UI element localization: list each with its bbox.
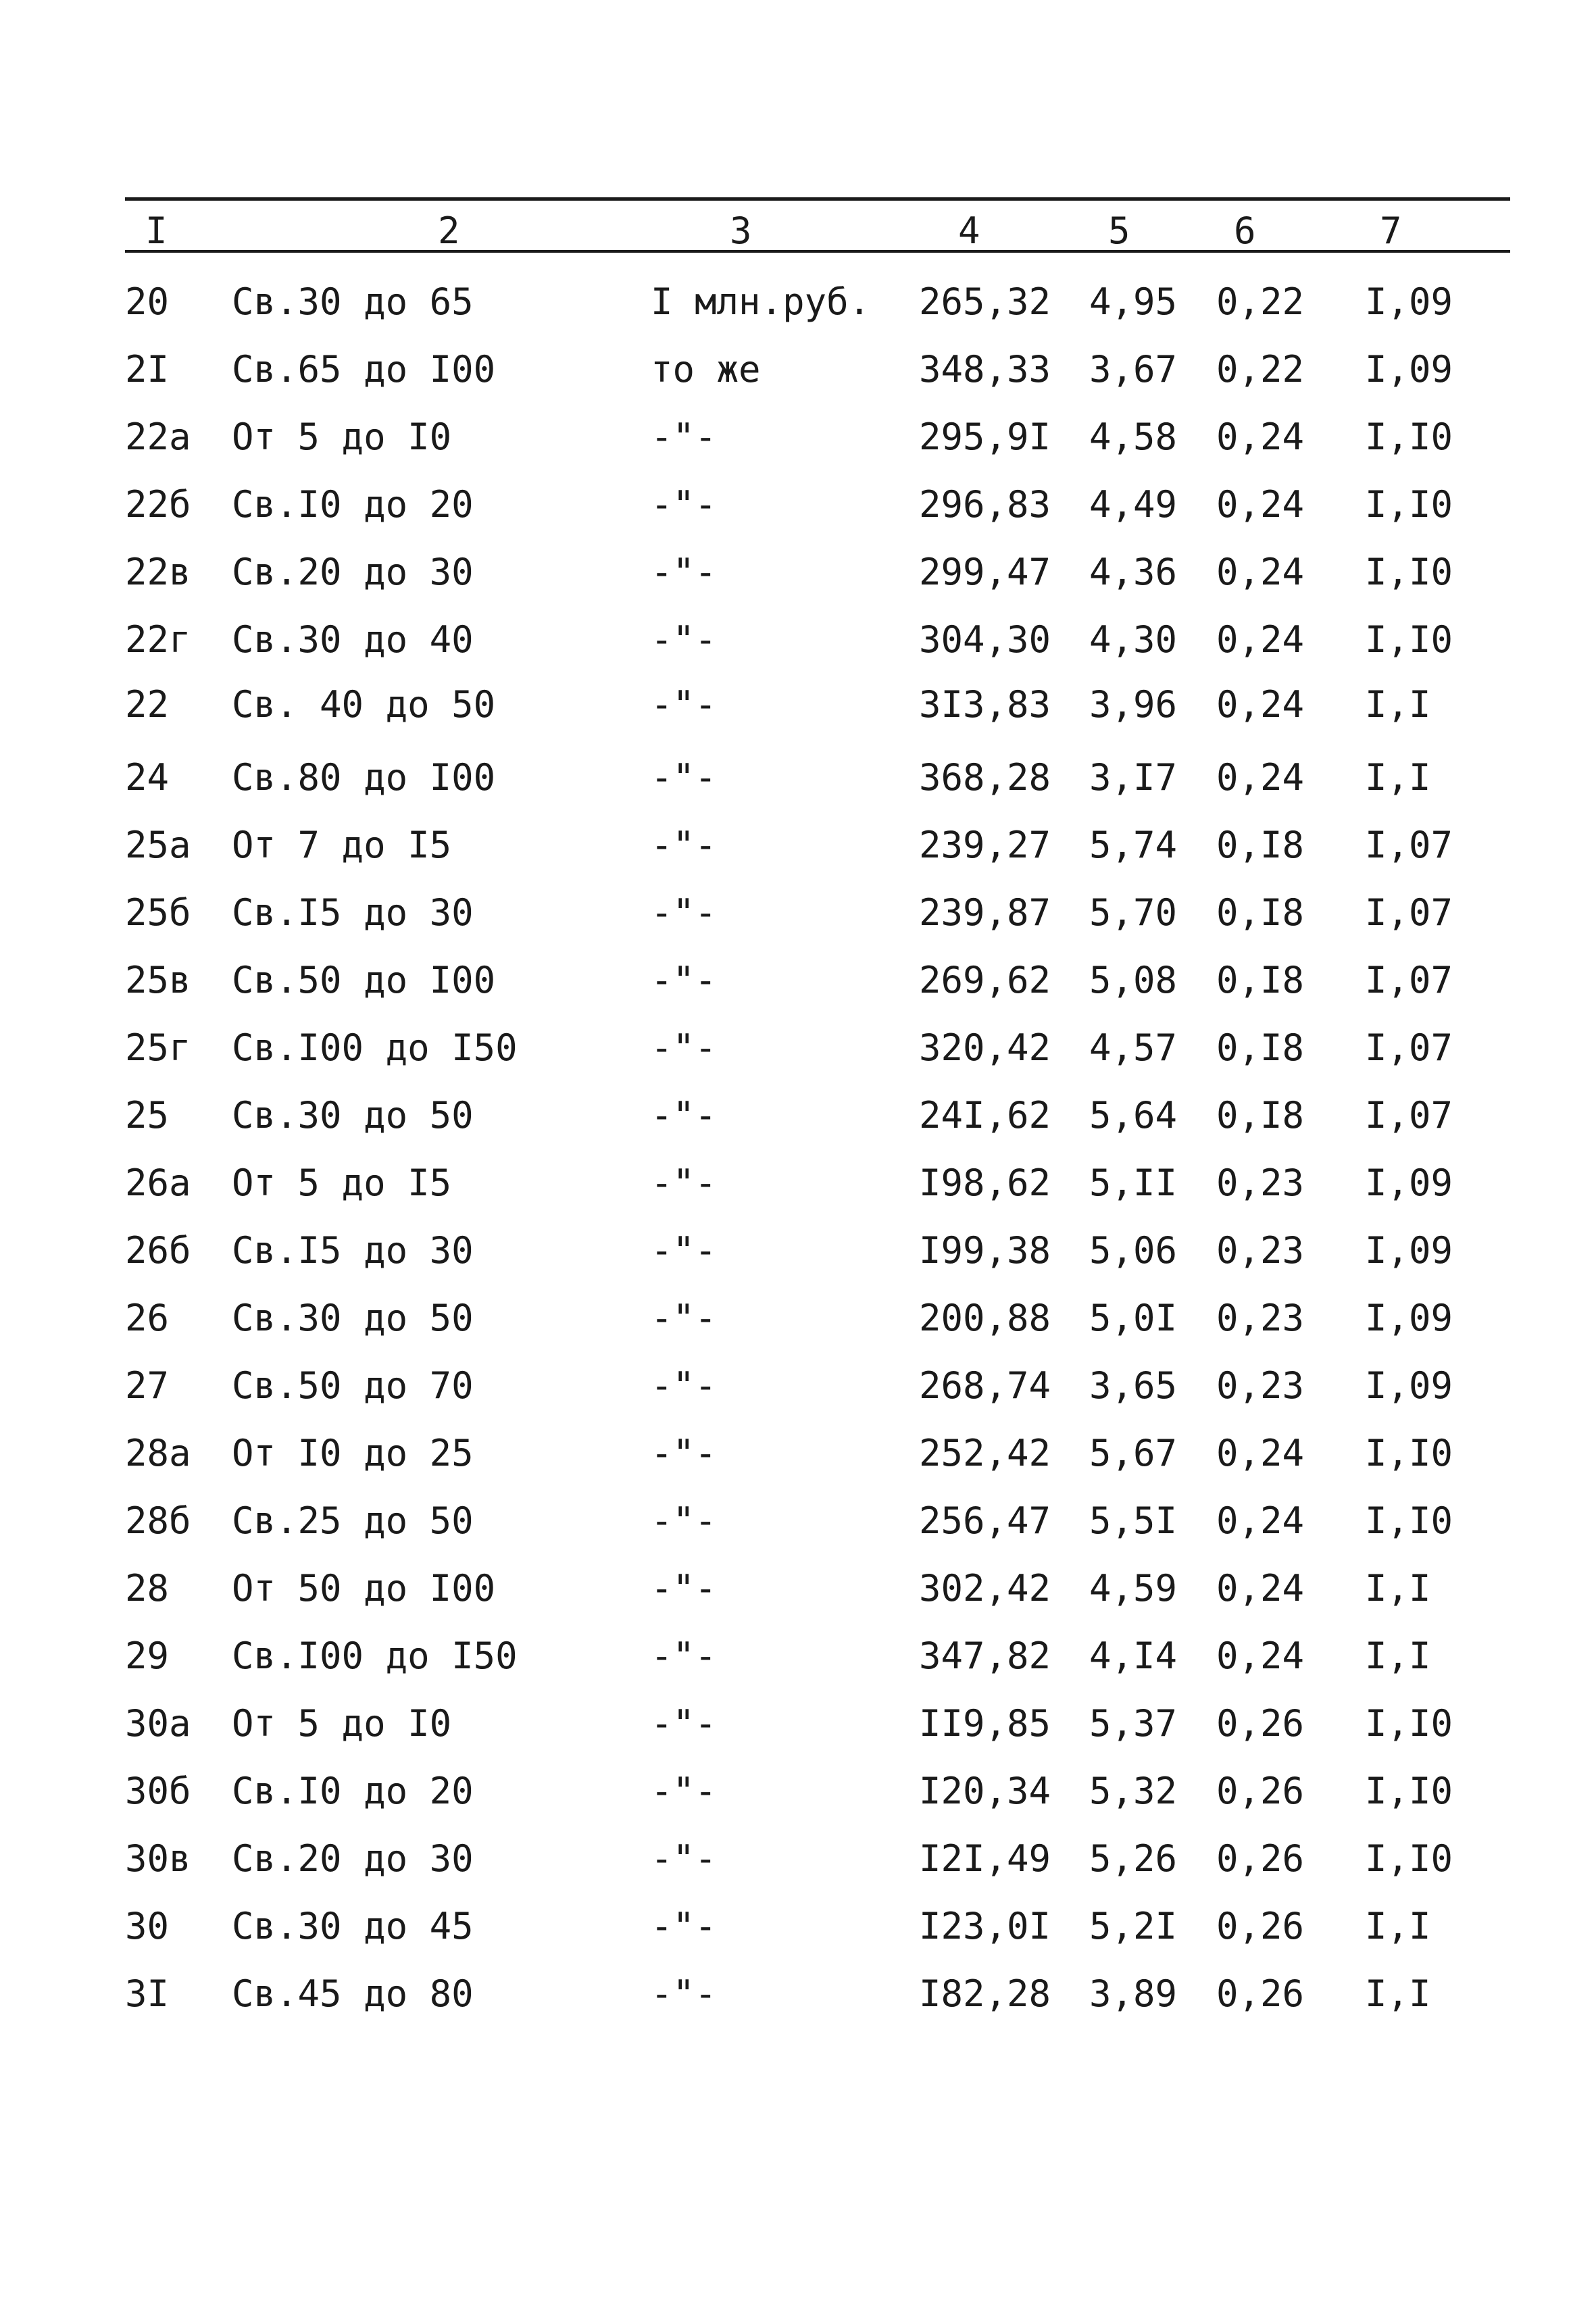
table-row — [0, 1700, 1596, 1747]
cell-value-5: 4,57 — [1089, 1026, 1178, 1069]
table-row — [0, 1092, 1596, 1139]
cell-value-5: 4,59 — [1089, 1567, 1178, 1610]
table-row — [0, 822, 1596, 869]
cell-value-6: 0,22 — [1216, 348, 1305, 391]
cell-value-6: 0,I8 — [1216, 959, 1305, 1001]
cell-value-4: 299,47 — [919, 551, 1051, 593]
cell-unit: I млн.руб. — [651, 280, 871, 323]
cell-unit: -"- — [651, 1026, 717, 1069]
table-row — [0, 1430, 1596, 1477]
cell-unit: -"- — [651, 824, 717, 866]
cell-value-6: 0,23 — [1216, 1297, 1305, 1339]
cell-row-number: 25в — [125, 959, 191, 1001]
cell-value-5: 5,II — [1089, 1162, 1178, 1204]
cell-row-number: 22в — [125, 551, 191, 593]
cell-range: Св.80 до I00 — [232, 756, 496, 799]
table-header-row — [0, 207, 1596, 255]
cell-range: Св.I0 до 20 — [232, 1770, 474, 1812]
cell-value-7: I,I — [1365, 1972, 1431, 2015]
cell-range: От 7 до I5 — [232, 824, 452, 866]
cell-unit: -"- — [651, 416, 717, 458]
cell-value-5: 3,89 — [1089, 1972, 1178, 2015]
cell-row-number: 22а — [125, 416, 191, 458]
cell-value-7: I,I0 — [1365, 1770, 1453, 1812]
cell-unit: -"- — [651, 1972, 717, 2015]
cell-value-7: I,I — [1365, 756, 1431, 799]
cell-range: Св. 40 до 50 — [232, 683, 496, 726]
cell-unit: -"- — [651, 1364, 717, 1407]
cell-row-number: 28б — [125, 1499, 191, 1542]
cell-value-4: 256,47 — [919, 1499, 1051, 1542]
cell-value-5: 5,2I — [1089, 1905, 1178, 1947]
cell-row-number: 22г — [125, 618, 191, 661]
cell-value-7: I,09 — [1365, 348, 1453, 391]
cell-value-7: I,I0 — [1365, 416, 1453, 458]
table-top-rule — [125, 197, 1510, 201]
cell-value-5: 5,74 — [1089, 824, 1178, 866]
cell-value-6: 0,22 — [1216, 280, 1305, 323]
cell-value-5: 4,36 — [1089, 551, 1178, 593]
cell-value-4: 302,42 — [919, 1567, 1051, 1610]
cell-value-7: I,I0 — [1365, 551, 1453, 593]
cell-range: Св.I5 до 30 — [232, 891, 474, 934]
cell-range: Св.I00 до I50 — [232, 1026, 518, 1069]
cell-row-number: 24 — [125, 756, 170, 799]
cell-range: Св.20 до 30 — [232, 1837, 474, 1880]
table-row — [0, 1565, 1596, 1612]
cell-range: От 5 до I0 — [232, 1702, 452, 1745]
cell-range: Св.I5 до 30 — [232, 1229, 474, 1272]
cell-row-number: 2I — [125, 348, 170, 391]
cell-value-4: 239,27 — [919, 824, 1051, 866]
cell-value-6: 0,I8 — [1216, 891, 1305, 934]
cell-row-number: 22б — [125, 483, 191, 526]
cell-row-number: 28а — [125, 1432, 191, 1474]
cell-value-6: 0,24 — [1216, 1635, 1305, 1677]
cell-unit: -"- — [651, 1229, 717, 1272]
cell-value-7: I,09 — [1365, 1364, 1453, 1407]
cell-row-number: 25г — [125, 1026, 191, 1069]
cell-unit: -"- — [651, 1770, 717, 1812]
cell-range: Св.45 до 80 — [232, 1972, 474, 2015]
cell-value-6: 0,24 — [1216, 416, 1305, 458]
cell-row-number: 30в — [125, 1837, 191, 1880]
cell-unit: -"- — [651, 618, 717, 661]
cell-value-4: I82,28 — [919, 1972, 1051, 2015]
cell-value-4: I99,38 — [919, 1229, 1051, 1272]
cell-value-5: 4,49 — [1089, 483, 1178, 526]
cell-value-4: 348,33 — [919, 348, 1051, 391]
cell-value-5: 4,95 — [1089, 280, 1178, 323]
cell-row-number: 25 — [125, 1094, 170, 1137]
cell-value-4: 368,28 — [919, 756, 1051, 799]
cell-value-4: 268,74 — [919, 1364, 1051, 1407]
cell-unit: -"- — [651, 1432, 717, 1474]
cell-range: Св.30 до 40 — [232, 618, 474, 661]
table-row — [0, 957, 1596, 1004]
table-row — [0, 681, 1596, 728]
header-col-2: 2 — [438, 209, 460, 252]
table-row — [0, 1835, 1596, 1883]
cell-value-7: I,I — [1365, 1567, 1431, 1610]
table-row — [0, 1970, 1596, 2018]
cell-value-6: 0,24 — [1216, 618, 1305, 661]
cell-range: Св.I00 до I50 — [232, 1635, 518, 1677]
cell-unit: -"- — [651, 1635, 717, 1677]
cell-value-5: 3,65 — [1089, 1364, 1178, 1407]
cell-value-4: 265,32 — [919, 280, 1051, 323]
cell-value-7: I,07 — [1365, 959, 1453, 1001]
cell-value-5: 5,0I — [1089, 1297, 1178, 1339]
table-row — [0, 1295, 1596, 1342]
cell-row-number: 26б — [125, 1229, 191, 1272]
cell-value-6: 0,24 — [1216, 1499, 1305, 1542]
cell-value-6: 0,26 — [1216, 1905, 1305, 1947]
cell-unit: -"- — [651, 1905, 717, 1947]
cell-row-number: 3I — [125, 1972, 170, 2015]
cell-value-6: 0,26 — [1216, 1972, 1305, 2015]
table-row — [0, 481, 1596, 528]
cell-value-6: 0,24 — [1216, 483, 1305, 526]
cell-value-6: 0,24 — [1216, 756, 1305, 799]
cell-value-7: I,I0 — [1365, 1702, 1453, 1745]
header-col-6: 6 — [1234, 209, 1256, 252]
cell-range: Св.30 до 50 — [232, 1094, 474, 1137]
cell-row-number: 25а — [125, 824, 191, 866]
cell-range: Св.I0 до 20 — [232, 483, 474, 526]
header-col-7: 7 — [1380, 209, 1402, 252]
cell-value-6: 0,23 — [1216, 1162, 1305, 1204]
table-row — [0, 278, 1596, 326]
cell-value-7: I,I0 — [1365, 1432, 1453, 1474]
cell-value-5: 3,67 — [1089, 348, 1178, 391]
cell-unit: -"- — [651, 1297, 717, 1339]
cell-value-5: 4,58 — [1089, 416, 1178, 458]
cell-value-4: 24I,62 — [919, 1094, 1051, 1137]
cell-value-7: I,09 — [1365, 1229, 1453, 1272]
cell-row-number: 30а — [125, 1702, 191, 1745]
cell-row-number: 29 — [125, 1635, 170, 1677]
cell-range: Св.50 до 70 — [232, 1364, 474, 1407]
cell-range: От I0 до 25 — [232, 1432, 474, 1474]
cell-value-4: 320,42 — [919, 1026, 1051, 1069]
cell-value-5: 3,96 — [1089, 683, 1178, 726]
cell-row-number: 30б — [125, 1770, 191, 1812]
cell-value-4: I23,0I — [919, 1905, 1051, 1947]
cell-range: От 5 до I0 — [232, 416, 452, 458]
cell-range: Св.30 до 50 — [232, 1297, 474, 1339]
cell-range: Св.20 до 30 — [232, 551, 474, 593]
cell-unit: -"- — [651, 1499, 717, 1542]
cell-value-6: 0,23 — [1216, 1229, 1305, 1272]
cell-value-7: I,I0 — [1365, 1499, 1453, 1542]
cell-value-4: 295,9I — [919, 416, 1051, 458]
cell-value-6: 0,26 — [1216, 1770, 1305, 1812]
cell-value-7: I,07 — [1365, 824, 1453, 866]
cell-value-5: 5,64 — [1089, 1094, 1178, 1137]
cell-unit: -"- — [651, 1162, 717, 1204]
cell-value-7: I,I — [1365, 683, 1431, 726]
table-row — [0, 1362, 1596, 1410]
cell-range: Св.50 до I00 — [232, 959, 496, 1001]
cell-value-5: 4,30 — [1089, 618, 1178, 661]
cell-value-4: 200,88 — [919, 1297, 1051, 1339]
cell-value-6: 0,I8 — [1216, 1026, 1305, 1069]
cell-row-number: 27 — [125, 1364, 170, 1407]
cell-value-4: 347,82 — [919, 1635, 1051, 1677]
cell-unit: -"- — [651, 1837, 717, 1880]
cell-unit: -"- — [651, 551, 717, 593]
cell-value-6: 0,I8 — [1216, 824, 1305, 866]
cell-row-number: 26 — [125, 1297, 170, 1339]
table-row — [0, 1024, 1596, 1072]
cell-value-5: 5,06 — [1089, 1229, 1178, 1272]
cell-value-5: 5,32 — [1089, 1770, 1178, 1812]
cell-value-7: I,I — [1365, 1905, 1431, 1947]
cell-value-7: I,09 — [1365, 1297, 1453, 1339]
cell-range: Св.65 до I00 — [232, 348, 496, 391]
header-col-5: 5 — [1108, 209, 1130, 252]
cell-unit: -"- — [651, 1094, 717, 1137]
cell-unit: -"- — [651, 483, 717, 526]
cell-value-4: 296,83 — [919, 483, 1051, 526]
cell-row-number: 22 — [125, 683, 170, 726]
cell-value-4: 252,42 — [919, 1432, 1051, 1474]
cell-value-7: I,I0 — [1365, 618, 1453, 661]
cell-row-number: 30 — [125, 1905, 170, 1947]
table-row — [0, 1768, 1596, 1815]
header-col-1: I — [145, 209, 168, 252]
table-row — [0, 549, 1596, 596]
cell-row-number: 28 — [125, 1567, 170, 1610]
cell-value-6: 0,24 — [1216, 551, 1305, 593]
cell-value-4: 269,62 — [919, 959, 1051, 1001]
cell-value-4: 304,30 — [919, 618, 1051, 661]
cell-range: Св.30 до 45 — [232, 1905, 474, 1947]
cell-value-4: I20,34 — [919, 1770, 1051, 1812]
cell-value-5: 5,26 — [1089, 1837, 1178, 1880]
cell-unit: -"- — [651, 1702, 717, 1745]
header-col-4: 4 — [958, 209, 980, 252]
cell-value-7: I,I0 — [1365, 483, 1453, 526]
table-row — [0, 889, 1596, 937]
cell-value-7: I,07 — [1365, 1026, 1453, 1069]
table-row — [0, 1160, 1596, 1207]
cell-value-4: II9,85 — [919, 1702, 1051, 1745]
cell-unit: -"- — [651, 959, 717, 1001]
cell-value-7: I,09 — [1365, 1162, 1453, 1204]
table-row — [0, 1497, 1596, 1545]
table-row — [0, 414, 1596, 461]
cell-value-4: 239,87 — [919, 891, 1051, 934]
cell-range: Св.30 до 65 — [232, 280, 474, 323]
cell-value-6: 0,24 — [1216, 683, 1305, 726]
cell-value-6: 0,I8 — [1216, 1094, 1305, 1137]
cell-value-7: I,I — [1365, 1635, 1431, 1677]
cell-value-7: I,09 — [1365, 280, 1453, 323]
cell-value-7: I,07 — [1365, 1094, 1453, 1137]
cell-range: От 50 до I00 — [232, 1567, 496, 1610]
cell-value-4: I98,62 — [919, 1162, 1051, 1204]
table-header-rule — [125, 250, 1510, 253]
cell-value-5: 5,70 — [1089, 891, 1178, 934]
cell-unit: -"- — [651, 1567, 717, 1610]
cell-value-6: 0,23 — [1216, 1364, 1305, 1407]
cell-value-5: 3,I7 — [1089, 756, 1178, 799]
cell-value-6: 0,26 — [1216, 1837, 1305, 1880]
table-row — [0, 1903, 1596, 1950]
cell-unit: -"- — [651, 756, 717, 799]
cell-value-5: 4,I4 — [1089, 1635, 1178, 1677]
cell-value-5: 5,37 — [1089, 1702, 1178, 1745]
cell-unit: -"- — [651, 891, 717, 934]
table-row — [0, 346, 1596, 393]
cell-value-4: 3I3,83 — [919, 683, 1051, 726]
cell-value-5: 5,08 — [1089, 959, 1178, 1001]
cell-range: От 5 до I5 — [232, 1162, 452, 1204]
table-row — [0, 754, 1596, 801]
cell-range: Св.25 до 50 — [232, 1499, 474, 1542]
cell-row-number: 20 — [125, 280, 170, 323]
cell-value-7: I,07 — [1365, 891, 1453, 934]
cell-value-6: 0,26 — [1216, 1702, 1305, 1745]
cell-value-5: 5,5I — [1089, 1499, 1178, 1542]
cell-value-7: I,I0 — [1365, 1837, 1453, 1880]
cell-value-6: 0,24 — [1216, 1567, 1305, 1610]
cell-unit: то же — [651, 348, 761, 391]
cell-value-5: 5,67 — [1089, 1432, 1178, 1474]
cell-value-6: 0,24 — [1216, 1432, 1305, 1474]
cell-row-number: 26а — [125, 1162, 191, 1204]
table-row — [0, 1633, 1596, 1680]
table-row — [0, 616, 1596, 664]
table-row — [0, 1227, 1596, 1274]
cell-value-4: I2I,49 — [919, 1837, 1051, 1880]
cell-unit: -"- — [651, 683, 717, 726]
header-col-3: 3 — [730, 209, 752, 252]
cell-row-number: 25б — [125, 891, 191, 934]
